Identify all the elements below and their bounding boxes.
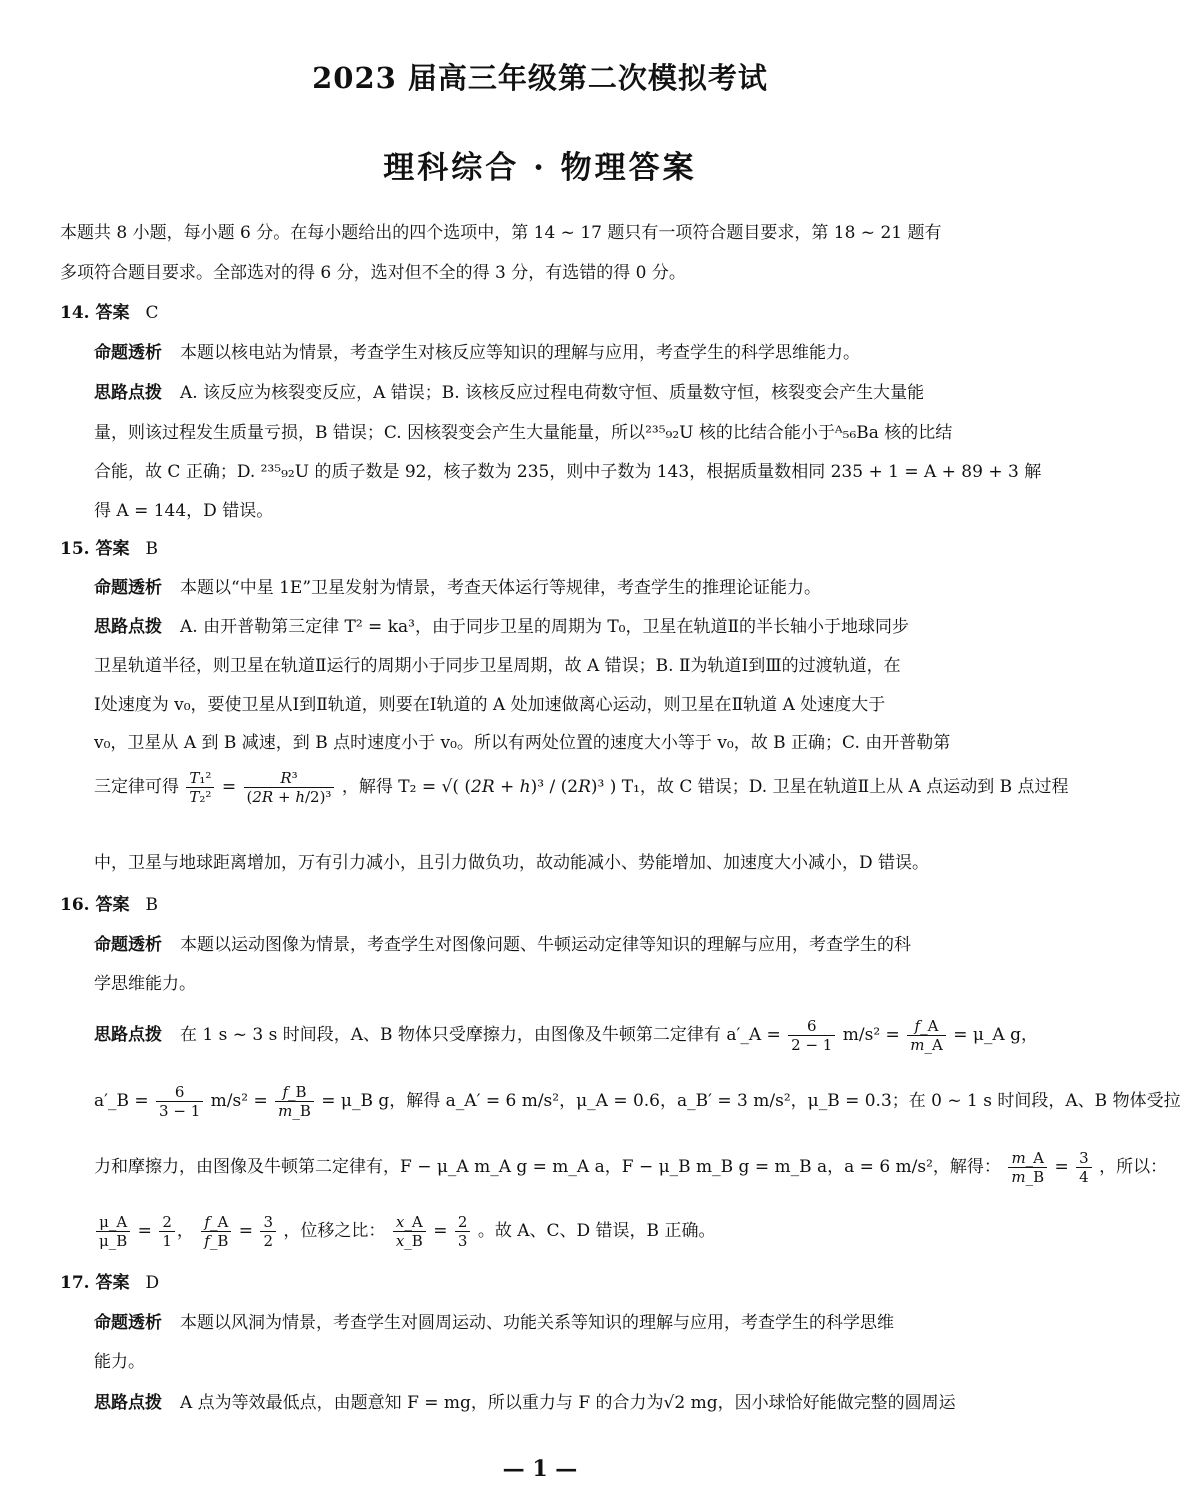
q14-hint-1: 思路点拨 A. 该反应为核裂变反应，A 错误；B. 该核反应过程电荷数守恒、质量数守恒，核裂变会产生大量能 xyxy=(94,383,925,403)
q17-analysis-1: 命题透析 本题以风洞为情景，考查学生对圆周运动、功能关系等知识的理解与应用，考查学生的科学思维 xyxy=(94,1313,894,1333)
exam-subtitle: 理科综合 · 物理答案 xyxy=(383,150,697,186)
q15-answer: 15. 答案 B xyxy=(60,539,158,559)
q16-hint-4: $\frac{\mu\_A}{\mu\_B}$ = $\frac{2}{1}$ ， $\frac{f\_A}{f\_B}$ = $\frac{3}{2}$ ，位移之比： $\frac{x\_A}{x\_B}$ = $\frac{2}{3}$ 。故 A、C、D 错误，B 正确。 xyxy=(94,1208,1024,1256)
exam-title: 2023 届高三年级第二次模拟考试 xyxy=(312,61,768,95)
q16-hint-1: 思路点拨 在 1 s ~ 3 s 时间段，A、B 物体只受摩擦力，由图像及牛顿第二定律有 a′_A = $\frac{6}{2 - 1}$ m/s² = $\frac{f\_A}{m\_A}$ = μ_A g， xyxy=(94,1017,1038,1054)
q15-hint-4: v₀，卫星从 A 到 B 减速，到 B 点时速度小于 v₀。所以有两处位置的速度大小等于 v₀，故 B 正确；C. 由开普勒第 xyxy=(94,733,951,753)
q16-hint-3: 力和摩擦力，由图像及牛顿第二定律有，F − μ_A m_A g = m_A a，F − μ_B m_B g = m_B a，a = 6 m/s²，解得： $\frac{m\_A}{m\_B}$ = $\frac{3}{4}$ ，所以： xyxy=(94,1149,1168,1186)
intro-line-1: 本题共 8 小题，每小题 6 分。在每小题给出的四个选项中，第 14 ~ 17 题只有一项符合题目要求，第 18 ~ 21 题有 xyxy=(60,223,942,243)
q14-analysis: 命题透析 本题以核电站为情景，考查学生对核反应等知识的理解与应用，考查学生的科学思维能力。 xyxy=(94,343,860,363)
q15-hint-3: Ⅰ处速度为 v₀，要使卫星从Ⅰ到Ⅱ轨道，则要在Ⅰ轨道的 A 处加速做离心运动，则卫星在Ⅱ轨道 A 处速度大于 xyxy=(94,695,886,715)
q16-analysis-2: 学思维能力。 xyxy=(94,974,196,994)
sqrt-expression: √( (2R + h)³ / (2R)³ ) xyxy=(441,777,617,797)
q15-hint-6: 中，卫星与地球距离增加，万有引力减小，且引力做负功，故动能减小、势能增加、加速度大小减小，D 错误。 xyxy=(94,853,930,873)
q16-hint-2: a′_B = $\frac{6}{3 - 1}$ m/s² = $\frac{f\_B}{m\_B}$ = μ_B g，解得 a_A′ = 6 m/s²，μ_A = 0.6，a_B′ = 3 m/s²，μ_B = 0.3；在 0 ~ 1 s 时间段，A、B 物体受拉 xyxy=(94,1083,1181,1120)
intro-line-2: 多项符合题目要求。全部选对的得 6 分，选对但不全的得 3 分，有选错的得 0 分。 xyxy=(60,263,686,283)
q16-analysis-1: 命题透析 本题以运动图像为情景，考查学生对图像问题、牛顿运动定律等知识的理解与应用，考查学生的科 xyxy=(94,935,911,955)
q15-hint-1: 思路点拨 A. 由开普勒第三定律 T² = ka³，由于同步卫星的周期为 T₀，卫星在轨道Ⅱ的半长轴小于地球同步 xyxy=(94,617,910,637)
radius-ratio-fraction: $\frac{\text{R³}}{\text{(2R + h/2)³}}$ xyxy=(244,769,335,806)
kepler-ratio-fraction: $\frac{\text{T₁²}}{\text{T₂²}}$ xyxy=(186,769,214,806)
page-number: — 1 — xyxy=(502,1456,578,1482)
q15-hint-5: 三定律可得 $\frac{\text{T₁²}}{\text{T₂²}}$ = $\frac{\text{R³}}{\text{(2R + h/2)³}}$ ，解得 T₂ = √( (2R + h)³ / (2R)³ ) T₁，故 C 错误；D. 卫星在轨道Ⅱ上从 A 点运动到 B 点过程 xyxy=(94,769,1069,806)
q17-analysis-2: 能力。 xyxy=(94,1352,145,1372)
q14-hint-3: 合能，故 C 正确；D. ²³⁵₉₂U 的质子数是 92，核子数为 235，则中子数为 143，根据质量数相同 235 + 1 = A + 89 + 3 解 xyxy=(94,462,1042,482)
q17-answer: 17. 答案 D xyxy=(60,1273,160,1293)
q17-hint-1: 思路点拨 A 点为等效最低点，由题意知 F = mg，所以重力与 F 的合力为√2 mg，因小球恰好能做完整的圆周运 xyxy=(94,1393,956,1413)
q14-answer: 14. 答案 C xyxy=(60,303,159,323)
q16-answer: 16. 答案 B xyxy=(60,895,158,915)
q14-hint-4: 得 A = 144，D 错误。 xyxy=(94,501,274,521)
q14-hint-2: 量，则该过程发生质量亏损，B 错误；C. 因核裂变会产生大量能量，所以²³⁵₉₂U 核的比结合能小于ᴬ₅₆Ba 核的比结 xyxy=(94,423,953,443)
q15-analysis: 命题透析 本题以“中星 1E”卫星发射为情景，考查天体运行等规律，考查学生的推理论证能力。 xyxy=(94,578,822,598)
q15-hint-2: 卫星轨道半径，则卫星在轨道Ⅱ运行的周期小于同步卫星周期，故 A 错误；B. Ⅱ为轨道Ⅰ到Ⅲ的过渡轨道，在 xyxy=(94,656,901,676)
